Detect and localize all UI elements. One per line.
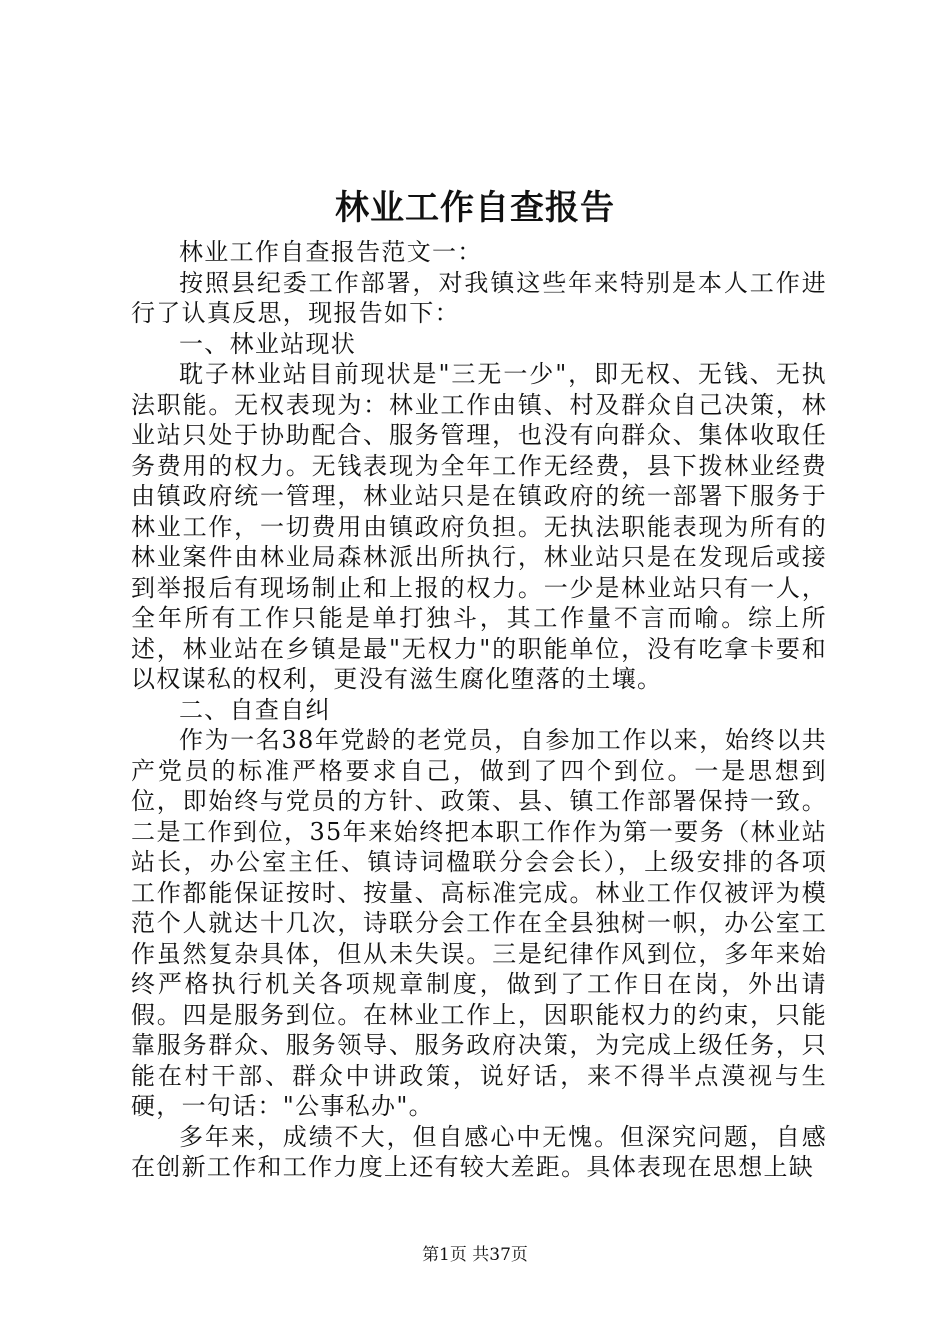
paragraph-intro: 林业工作自查报告范文一： <box>179 238 483 266</box>
paragraph-conclusion: 多年来，成绩不大，但自感心中无愧。但深究问题，自感在创新工作和工作力度上还有较大差距。具体表现在思想上缺 <box>131 1122 827 1181</box>
section-heading-2: 二、自查自纠 <box>179 695 331 724</box>
document-title: 林业工作自查报告 <box>335 188 615 228</box>
paragraph-status: 耽子林业站目前现状是"三无一少"，即无权、无钱、无执法职能。无权表现为：林业工作由镇、村及群众自己决策，林业站只处于协助配合、服务管理，也没有向群众、集体收取任务费用的权力。无钱表现为全年工作无经费，县下拨林业经费由镇政府统一管理，林业站只是在镇政府的统一部署下服务于林业工作，一切费用由镇政府负担。无执法职能表现为所有的林业案件由林业局森林派出所执行，林业站只是在发现后或接到举报后有现场制止和上报的权力。一少是林业站只有一人，全年所有工作只能是单打独斗，其工作量不言而喻。综上所述，林业站在乡镇是最"无权力"的职能单位，没有吃拿卡要和以权谋私的权利，更没有滋生腐化堕落的土壤。 <box>131 360 827 693</box>
paragraph-preface: 按照县纪委工作部署，对我镇这些年来特别是本人工作进行了认真反思，现报告如下： <box>131 268 827 327</box>
document-body <box>131 237 827 1183</box>
paragraph-self-check: 作为一名38年党龄的老党员，自参加工作以来，始终以共产党员的标准严格要求自己，做到了四个到位。一是思想到位，即始终与党员的方针、政策、县、镇工作部署保持一致。二是工作到位，35年来始终把本职工作作为第一要务（林业站站长，办公室主任、镇诗词楹联分会会长），上级安排的各项工作都能保证按时、按量、高标准完成。林业工作仅被评为模范个人就达十几次，诗联分会工作在全县独树一帜，办公室工作虽然复杂具体，但从未失误。三是纪律作风到位，多年来始终严格执行机关各项规章制度，做到了工作日在岗，外出请假。四是服务到位。在林业工作上，因职能权力的约束，只能靠服务群众、服务领导、服务政府决策，为完成上级任务，只能在村干部、群众中讲政策，说好话，来不得半点漠视与生硬，一句话："公事私办"。 <box>131 726 827 1120</box>
section-heading-1: 一、林业站现状 <box>179 329 357 358</box>
page-footer: 第1页 共37页 <box>422 1245 528 1265</box>
